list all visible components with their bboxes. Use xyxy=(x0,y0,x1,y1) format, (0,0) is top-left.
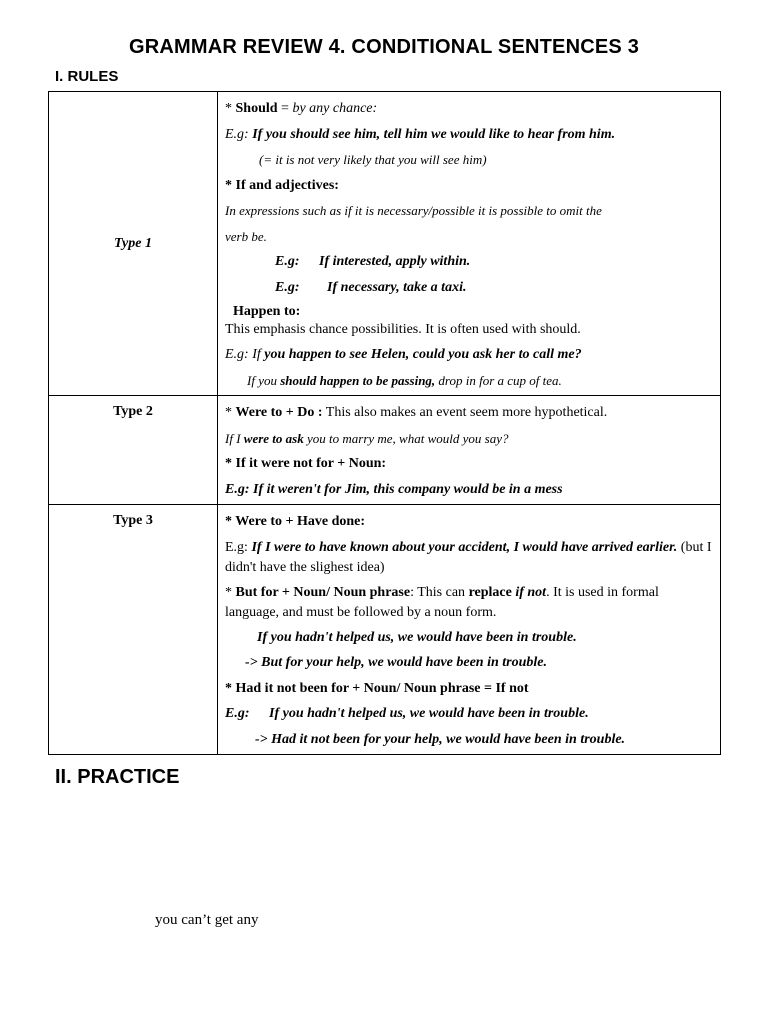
practice-text: you can’t get any xyxy=(155,912,259,928)
should-rule: * Should = by any chance: xyxy=(225,101,378,116)
happen-to-example-2: If you should happen to be passing, drop in for a cup of tea. xyxy=(247,372,562,388)
should-note: (= it is not very likely that you will see him) xyxy=(259,152,487,167)
if-it-were-not-for-heading: * If it were not for + Noun: xyxy=(225,456,387,471)
type1-label: Type 1 xyxy=(49,92,218,396)
rules-table xyxy=(48,91,721,755)
should-example: E.g: If you should see him, tell him we would like to hear from him. xyxy=(225,126,616,142)
had-it-not-been-for-example-2: -> Had it not been for your help, we would have been in trouble. xyxy=(255,731,626,747)
type2-label: Type 2 xyxy=(49,396,218,505)
section-heading-practice: II. PRACTICE xyxy=(55,766,180,788)
table-row-type2 xyxy=(49,396,721,505)
if-adjectives-heading: * If and adjectives: xyxy=(225,177,339,193)
but-for-rule: * But for + Noun/ Noun phrase: This can replace if not. It is used in formal language, and must be followed by a noun form. xyxy=(225,584,659,620)
type1-content xyxy=(218,92,721,396)
were-to-have-done-example: E.g: If I were to have known about your accident, I would have arrived earlier. (but I didn't have the slighest idea) xyxy=(225,539,712,575)
happen-to-desc: This emphasis chance possibilities. It is often used with should. xyxy=(225,322,581,337)
type3-content xyxy=(218,505,721,755)
if-adjectives-desc-line1: In expressions such as if it is necessary/possible it is possible to omit the xyxy=(225,203,602,218)
table-row-type1 xyxy=(49,92,721,396)
table-row-type3 xyxy=(49,505,721,755)
type2-content xyxy=(218,396,721,505)
had-it-not-been-for-heading: * Had it not been for + Noun/ Noun phrase = If not xyxy=(225,680,529,696)
if-adjectives-example-a: E.g: If interested, apply within. xyxy=(275,254,471,269)
but-for-example-1: If you hadn't helped us, we would have been in trouble. xyxy=(257,629,577,645)
if-adjectives-desc-line2: verb be. xyxy=(225,228,267,244)
if-adjectives-example-b: E.g: If necessary, take a taxi. xyxy=(275,279,467,295)
were-to-do-rule: * Were to + Do : This also makes an event seem more hypothetical. xyxy=(225,405,608,420)
section-heading-rules: I. RULES xyxy=(55,68,119,85)
type3-label: Type 3 xyxy=(49,505,218,755)
but-for-example-2: -> But for your help, we would have been in trouble. xyxy=(245,655,547,670)
happen-to-example: E.g: If you happen to see Helen, could you ask her to call me? xyxy=(225,347,582,362)
were-to-do-example: If I were to ask you to marry me, what would you say? xyxy=(225,430,509,446)
if-it-were-not-for-example: E.g: If it weren't for Jim, this company would be in a mess xyxy=(225,481,563,497)
page-title: GRAMMAR REVIEW 4. CONDITIONAL SENTENCES 3 xyxy=(128,36,640,58)
were-to-have-done-heading: * Were to + Have done: xyxy=(225,514,366,529)
happen-to-heading: Happen to: xyxy=(233,304,301,319)
had-it-not-been-for-example-1: E.g: If you hadn't helped us, we would have been in trouble. xyxy=(225,706,589,721)
